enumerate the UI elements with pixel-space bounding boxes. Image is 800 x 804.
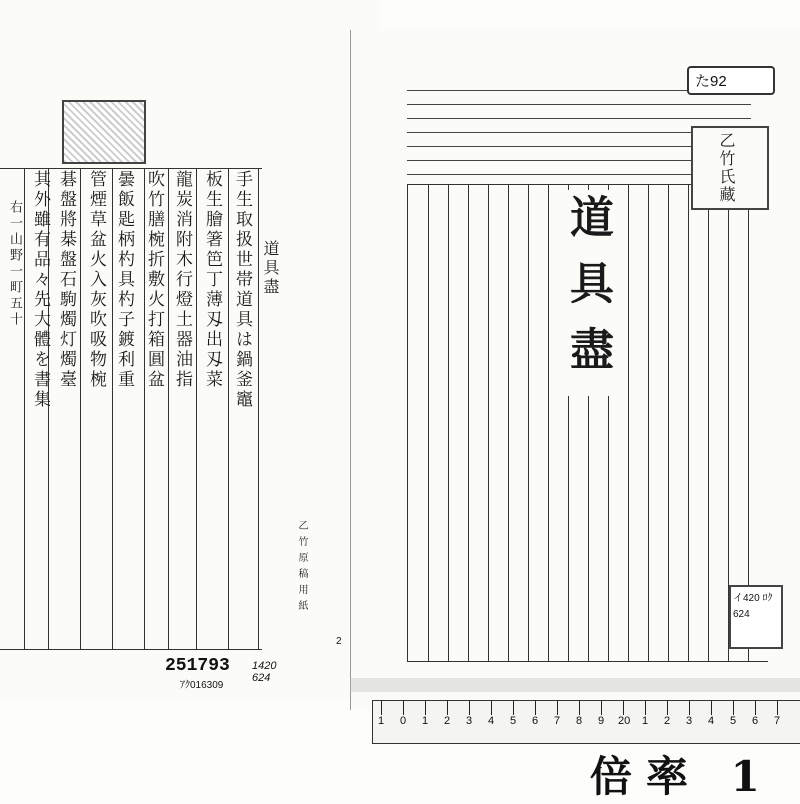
text-column-1: 手生取扱世帯道具は鍋釜竈 <box>232 170 252 410</box>
text-column-5: 曇飯匙柄杓具杓子鍍利重 <box>114 170 134 390</box>
document-title: 道具盡 <box>563 190 611 396</box>
catalog-tag: た92 <box>687 66 775 95</box>
text-column-7: 碁盤將棊盤石駒燭灯燭臺 <box>56 170 76 390</box>
magnification-label: 倍率 1 <box>590 752 774 801</box>
ruler-label: 7 <box>554 715 561 727</box>
ruler-label: 7 <box>774 715 781 727</box>
ruler-label: 20 <box>618 715 631 727</box>
right-manuscript-page <box>350 30 800 710</box>
ruler-label: 4 <box>708 715 715 727</box>
ruler-label: 2 <box>664 715 671 727</box>
handwritten-ref: 1420 624 <box>252 660 277 684</box>
ruler-label: 6 <box>752 715 759 727</box>
measurement-ruler <box>372 700 800 744</box>
left-manuscript-page <box>0 0 380 700</box>
ruler-label: 6 <box>532 715 539 727</box>
corner-stamp <box>729 585 783 649</box>
page-number: 2 <box>336 636 342 647</box>
ruler-label: 9 <box>598 715 605 727</box>
scan-noise <box>350 678 800 692</box>
ownership-seal <box>691 126 769 210</box>
catalog-number: 251793 <box>165 656 230 676</box>
ruler-label: 1 <box>422 715 429 727</box>
seal-stamp-left <box>62 100 146 164</box>
ruler-label: 8 <box>576 715 583 727</box>
ruler-label: 5 <box>510 715 517 727</box>
ruler-label: 3 <box>686 715 693 727</box>
handwritten-code: ｱｸ016309 <box>180 680 224 691</box>
text-column-4: 吹竹膳椀折敷火打箱圓盆 <box>144 170 164 390</box>
ruler-label: 3 <box>466 715 473 727</box>
ruler-label: 2 <box>444 715 451 727</box>
corner-stamp-text: イ420 ﾛｸ624 <box>733 593 773 620</box>
text-column-2: 板生膾箸笆丁薄刄出刄菜 <box>202 170 222 390</box>
side-note-column: 右一山野一町五十 <box>7 200 22 328</box>
text-column-6: 管煙草盆火入灰吹吸物椀 <box>86 170 106 390</box>
paper-brand-label: 乙竹原稿用紙 <box>296 520 307 616</box>
text-column-8: 其外雖有品々先大體を書集 <box>30 170 50 410</box>
text-column-3: 龍炭消附木行燈土器油指 <box>172 170 192 390</box>
ruler-label: 1 <box>378 715 385 727</box>
ruler-label: 0 <box>400 715 407 727</box>
seal-lettering: 乙竹氏藏 <box>717 132 736 204</box>
left-title-column: 道具盡 <box>261 240 280 297</box>
ruler-label: 4 <box>488 715 495 727</box>
ruler-label: 1 <box>642 715 649 727</box>
ruler-label: 5 <box>730 715 737 727</box>
